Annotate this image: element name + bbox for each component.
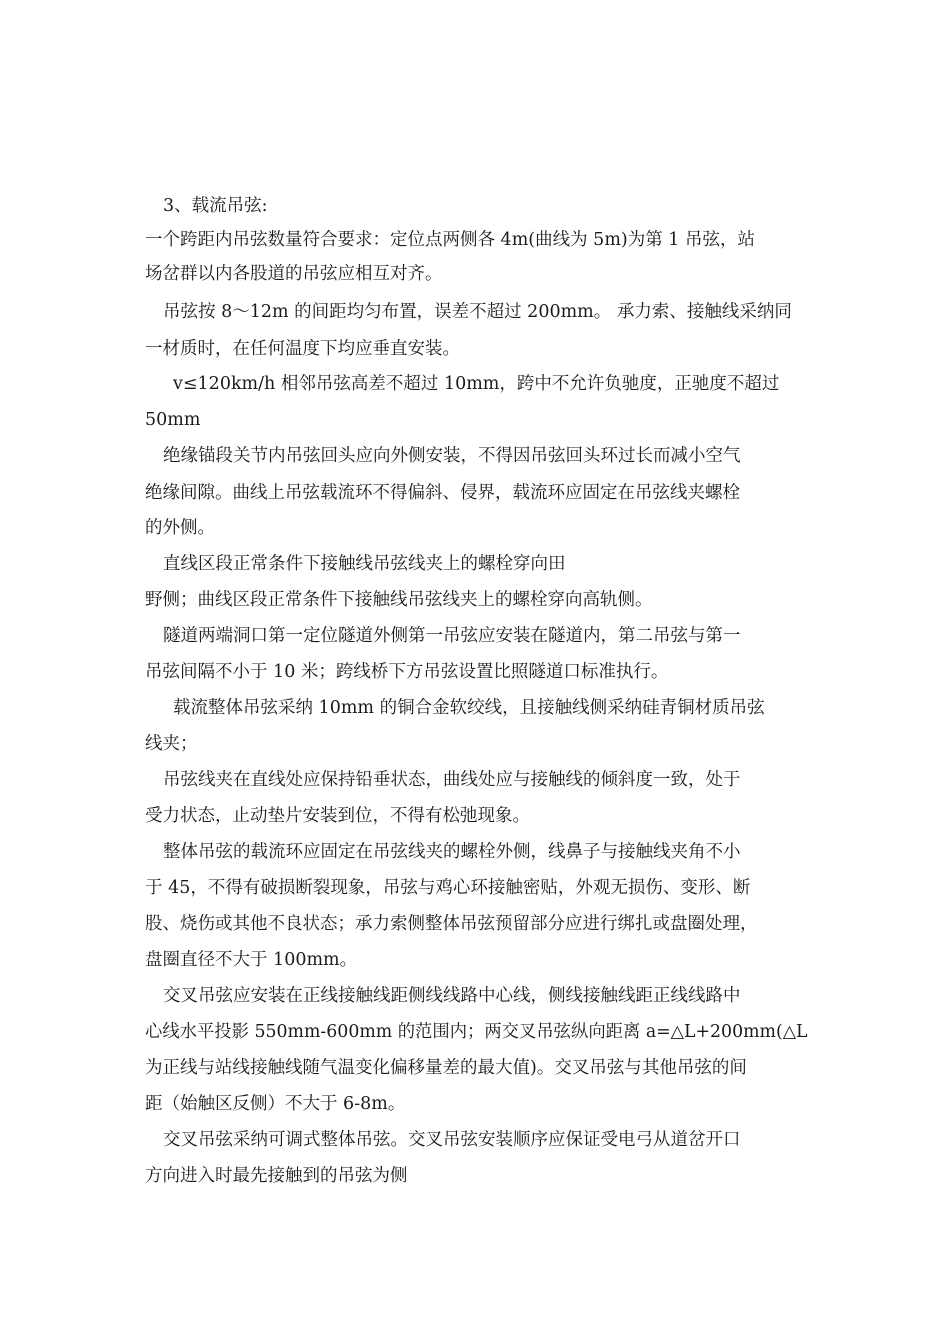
- text-line: 载流整体吊弦采纳 10mm 的铜合金软绞线，且接触线侧采纳硅青铜材质吊弦: [173, 698, 765, 718]
- text-line: v≤120km/h 相邻吊弦高差不超过 10mm，跨中不允许负驰度，正驰度不超过: [173, 374, 780, 394]
- text-line: 整体吊弦的载流环应固定在吊弦线夹的螺栓外侧，线鼻子与接触线夹角不小: [163, 842, 741, 862]
- text-line: 场岔群以内各股道的吊弦应相互对齐。: [145, 264, 443, 284]
- text-line: 直线区段正常条件下接触线吊弦线夹上的螺栓穿向田: [163, 554, 566, 574]
- text-line: 受力状态，止动垫片安装到位，不得有松弛现象。: [145, 806, 530, 826]
- text-line: 吊弦按 8～12m 的间距均匀布置，误差不超过 200mm。 承力索、接触线采纳同: [163, 302, 792, 322]
- text-line: 吊弦线夹在直线处应保持铅垂状态，曲线处应与接触线的倾斜度一致，处于: [163, 770, 741, 790]
- text-line: 绝缘锚段关节内吊弦回头应向外侧安装，不得因吊弦回头环过长而减小空气: [163, 446, 741, 466]
- text-line: 绝缘间隙。曲线上吊弦载流环不得偏斜、侵界，载流环应固定在吊弦线夹螺栓: [145, 483, 740, 503]
- text-line: 盘圈直径不大于 100mm。: [145, 950, 358, 970]
- text-line: 交叉吊弦采纳可调式整体吊弦。交叉吊弦安装顺序应保证受电弓从道岔开口: [163, 1130, 741, 1150]
- heading-catenary-dropper: 3、载流吊弦:: [163, 196, 268, 216]
- text-line: 心线水平投影 550mm-600mm 的范围内；两交叉吊弦纵向距离 a=△L+200mm(△L: [145, 1022, 808, 1042]
- text-line: 为正线与站线接触线随气温变化偏移量差的最大值)。交叉吊弦与其他吊弦的间: [145, 1058, 747, 1078]
- text-line: 的外侧。: [145, 518, 215, 538]
- text-line: 距（始触区反侧）不大于 6-8m。: [145, 1094, 406, 1114]
- text-line: 方向进入时最先接触到的吊弦为侧: [145, 1166, 408, 1186]
- text-line: 隧道两端洞口第一定位隧道外侧第一吊弦应安装在隧道内，第二吊弦与第一: [163, 626, 741, 646]
- text-line: 线夹；: [145, 734, 198, 754]
- text-line: 交叉吊弦应安装在正线接触线距侧线线路中心线，侧线接触线距正线线路中: [163, 986, 741, 1006]
- text-line: 股、烧伤或其他不良状态；承力索侧整体吊弦预留部分应进行绑扎或盘圈处理，: [145, 914, 758, 934]
- text-line: 一材质时，在任何温度下均应垂直安装。: [145, 339, 460, 359]
- text-line: 50mm: [145, 410, 201, 430]
- text-line: 一个跨距内吊弦数量符合要求：定位点两侧各 4m(曲线为 5m)为第 1 吊弦，站: [145, 230, 755, 250]
- text-line: 野侧；曲线区段正常条件下接触线吊弦线夹上的螺栓穿向高轨侧。: [145, 590, 653, 610]
- text-line: 于 45，不得有破损断裂现象，吊弦与鸡心环接触密贴，外观无损伤、变形、断: [145, 878, 751, 898]
- text-line: 吊弦间隔不小于 10 米；跨线桥下方吊弦设置比照隧道口标准执行。: [145, 662, 669, 682]
